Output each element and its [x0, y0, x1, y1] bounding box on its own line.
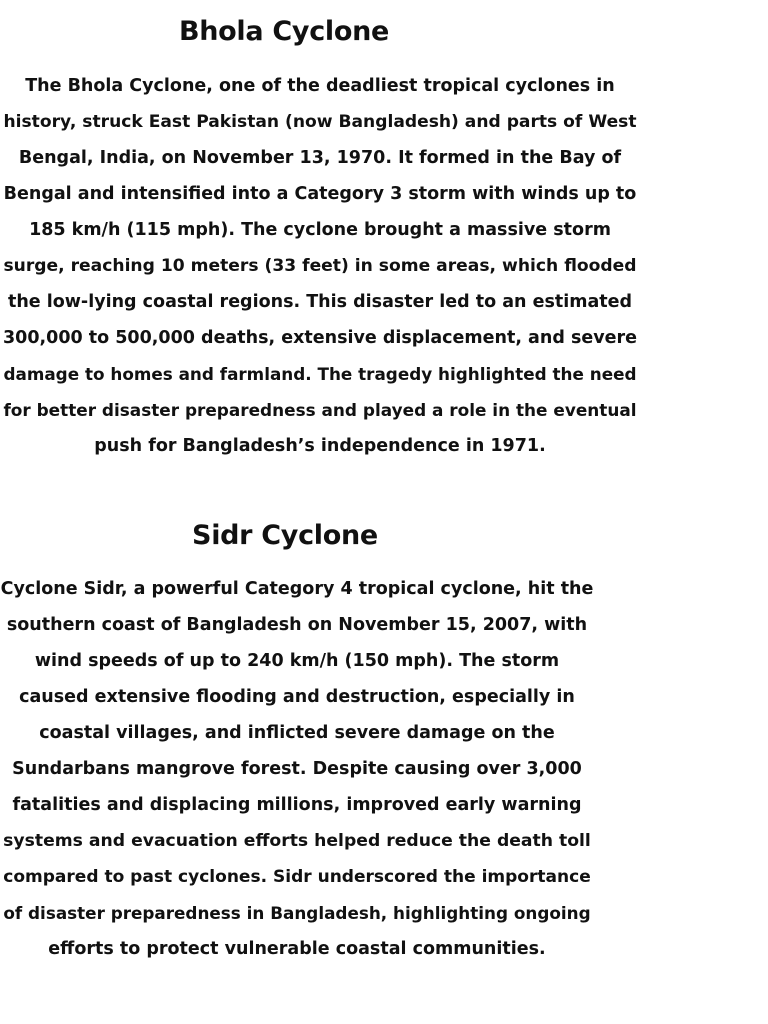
paragraph-line: The Bhola Cyclone, one of the deadliest tropical cyclones in	[25, 76, 615, 96]
paragraph-line: push for Bangladesh’s independence in 1971.	[94, 436, 546, 456]
paragraph-line: surge, reaching 10 meters (33 feet) in some areas, which flooded	[3, 256, 637, 276]
paragraph-line: wind speeds of up to 240 km/h (150 mph). The storm	[34, 651, 560, 671]
paragraph-line: Bengal, India, on November 13, 1970. It formed in the Bay of	[18, 148, 622, 168]
paragraph-line: damage to homes and farmland. The tragedy highlighted the need	[3, 364, 637, 384]
bhola-cyclone-paragraph	[0, 68, 640, 464]
sidr-cyclone-paragraph	[0, 571, 594, 967]
paragraph-line: 185 km/h (115 mph). The cyclone brought a massive storm	[29, 220, 611, 240]
paragraph-line: southern coast of Bangladesh on November 15, 2007, with	[6, 615, 588, 635]
paragraph-line: the low-lying coastal regions. This disaster led to an estimated	[7, 292, 633, 312]
bhola-cyclone-heading: Bhola Cyclone	[178, 16, 390, 47]
sidr-cyclone-heading: Sidr Cyclone	[192, 520, 378, 551]
paragraph-line: Bengal and intensified into a Category 3 storm with winds up to	[3, 184, 637, 204]
paragraph-line: history, struck East Pakistan (now Bangladesh) and parts of West	[3, 112, 637, 132]
paragraph-line: fatalities and displacing millions, improved early warning	[12, 795, 582, 815]
paragraph-line: coastal villages, and inflicted severe damage on the	[39, 723, 555, 743]
paragraph-line: of disaster preparedness in Bangladesh, highlighting ongoing	[3, 903, 591, 923]
paragraph-line: Cyclone Sidr, a powerful Category 4 tropical cyclone, hit the	[0, 579, 594, 599]
paragraph-line: efforts to protect vulnerable coastal communities.	[48, 939, 546, 959]
paragraph-line: Sundarbans mangrove forest. Despite causing over 3,000	[12, 759, 582, 779]
paragraph-line: systems and evacuation efforts helped reduce the death toll	[3, 831, 591, 851]
paragraph-line: for better disaster preparedness and played a role in the eventual	[3, 400, 637, 420]
paragraph-line: 300,000 to 500,000 deaths, extensive displacement, and severe	[2, 328, 638, 348]
paragraph-line: compared to past cyclones. Sidr underscored the importance	[3, 867, 591, 887]
paragraph-line: caused extensive flooding and destruction, especially in	[19, 687, 575, 707]
